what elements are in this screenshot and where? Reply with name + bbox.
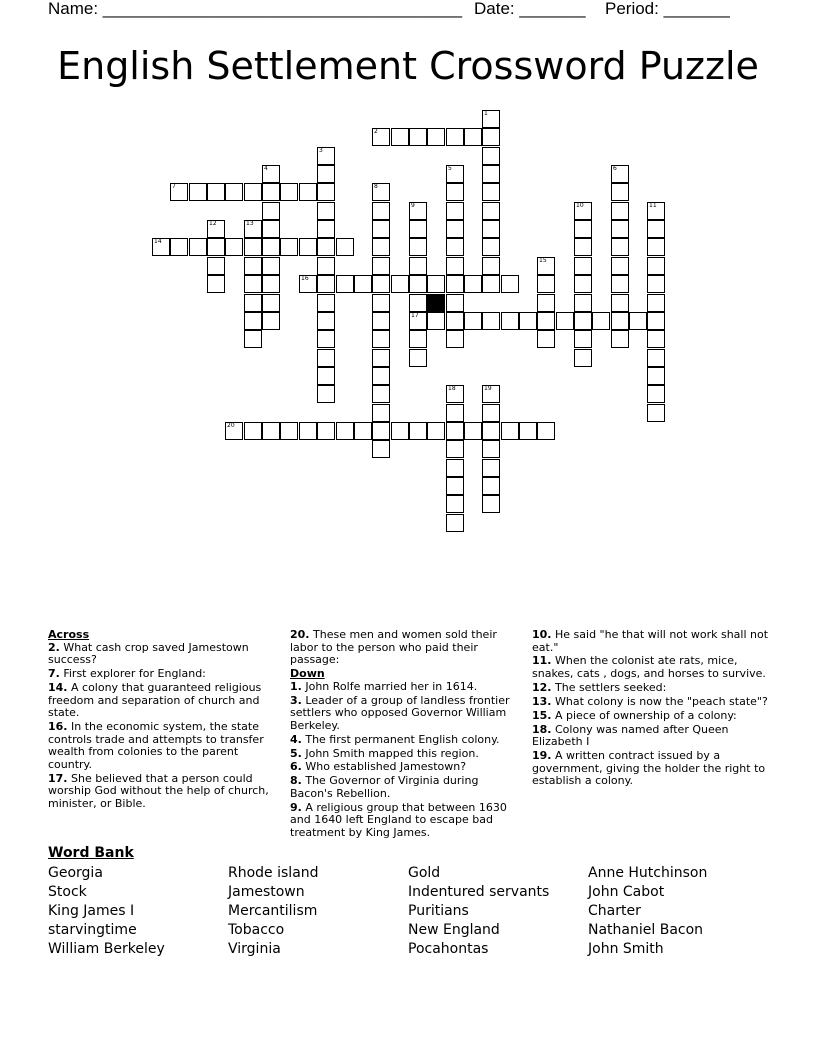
clue-number: 2 bbox=[374, 128, 378, 135]
grid-cell[interactable] bbox=[244, 275, 262, 293]
grid-cell[interactable] bbox=[372, 440, 390, 458]
grid-cell[interactable] bbox=[446, 330, 464, 348]
word-bank-item: John Smith bbox=[588, 941, 664, 957]
word-bank-item: Pocahontas bbox=[408, 941, 489, 957]
word-bank-item: Anne Hutchinson bbox=[588, 865, 708, 881]
grid-cell[interactable] bbox=[317, 220, 335, 238]
grid-cell[interactable] bbox=[372, 349, 390, 367]
clue-number: 4 bbox=[264, 165, 268, 172]
page-title: English Settlement Crossword Puzzle bbox=[57, 44, 759, 88]
clue-number: 8 bbox=[374, 183, 378, 190]
grid-cell[interactable] bbox=[207, 275, 225, 293]
grid-cell[interactable] bbox=[317, 422, 335, 440]
word-bank-item: King James I bbox=[48, 903, 135, 919]
grid-cell[interactable] bbox=[611, 238, 629, 256]
word-bank-item: Charter bbox=[588, 903, 641, 919]
grid-cell[interactable] bbox=[611, 294, 629, 312]
clue-down-15: 15. A piece of ownership of a colony: bbox=[532, 708, 737, 722]
grid-cell[interactable] bbox=[574, 330, 592, 348]
grid-cell[interactable] bbox=[446, 459, 464, 477]
grid-cell[interactable] bbox=[611, 220, 629, 238]
grid-cell[interactable] bbox=[537, 275, 555, 293]
grid-cell[interactable] bbox=[225, 238, 243, 256]
word-bank-item: Gold bbox=[408, 865, 441, 881]
grid-cell[interactable] bbox=[482, 477, 500, 495]
grid-cell[interactable] bbox=[537, 294, 555, 312]
grid-cell[interactable] bbox=[464, 128, 482, 146]
grid-cell[interactable] bbox=[317, 367, 335, 385]
grid-cell[interactable] bbox=[391, 275, 409, 293]
clue-number: 9 bbox=[411, 202, 415, 209]
grid-cell[interactable] bbox=[427, 422, 445, 440]
grid-cell[interactable] bbox=[372, 220, 390, 238]
clue-number: 18 bbox=[448, 385, 456, 392]
grid-cell[interactable] bbox=[611, 312, 629, 330]
grid-cell[interactable] bbox=[409, 128, 427, 146]
grid-cell[interactable] bbox=[482, 257, 500, 275]
clue-number: 6 bbox=[613, 165, 617, 172]
grid-cell[interactable] bbox=[574, 257, 592, 275]
clue-across-2: 2. What cash crop saved Jamestown success? bbox=[48, 640, 249, 667]
word-bank-item: Nathaniel Bacon bbox=[588, 922, 704, 938]
grid-cell[interactable] bbox=[317, 330, 335, 348]
grid-cell[interactable] bbox=[317, 275, 335, 293]
grid-cell[interactable] bbox=[647, 257, 665, 275]
word-bank-item: Mercantilism bbox=[228, 903, 318, 919]
word-bank-item: Georgia bbox=[48, 865, 103, 881]
grid-cell[interactable] bbox=[446, 238, 464, 256]
grid-cell[interactable] bbox=[189, 183, 207, 201]
grid-cell[interactable] bbox=[482, 459, 500, 477]
grid-cell[interactable] bbox=[262, 202, 280, 220]
grid-cell[interactable] bbox=[574, 220, 592, 238]
grid-cell[interactable] bbox=[409, 220, 427, 238]
clue-down-11: 11. When the colonist ate rats, mice, snakes, cats , dogs, and horses to survive. bbox=[532, 654, 766, 681]
grid-cell[interactable] bbox=[611, 330, 629, 348]
grid-cell[interactable] bbox=[647, 330, 665, 348]
clue-across-7: 7. First explorer for England: bbox=[48, 667, 206, 681]
grid-cell[interactable] bbox=[647, 202, 665, 220]
name-field[interactable]: Name: ______________________________________ bbox=[48, 0, 463, 18]
across-heading: Across bbox=[48, 628, 90, 641]
grid-cell[interactable] bbox=[501, 422, 519, 440]
grid-cell[interactable] bbox=[427, 312, 445, 330]
grid-cell[interactable] bbox=[372, 238, 390, 256]
grid-cell[interactable] bbox=[611, 202, 629, 220]
grid-cell[interactable] bbox=[482, 110, 500, 128]
grid-cell[interactable] bbox=[482, 128, 500, 146]
clue-down-9: 9. A religious group that between 1630 and 1640 left England to escape bad treatment by King James. bbox=[290, 800, 507, 839]
grid-cell[interactable] bbox=[317, 312, 335, 330]
word-bank-item: Jamestown bbox=[228, 884, 305, 900]
grid-cell[interactable] bbox=[482, 404, 500, 422]
word-bank-item: Indentured servants bbox=[408, 884, 550, 900]
grid-cell[interactable] bbox=[611, 183, 629, 201]
clue-across-14: 14. A colony that guaranteed religious freedom and separation of church and state. bbox=[48, 680, 262, 720]
grid-cell[interactable] bbox=[409, 349, 427, 367]
grid-cell[interactable] bbox=[537, 257, 555, 275]
grid-cell[interactable] bbox=[446, 257, 464, 275]
clue-down-10: 10. He said "he that will not work shall not eat." bbox=[532, 628, 769, 654]
grid-cell[interactable] bbox=[244, 294, 262, 312]
clue-number: 19 bbox=[484, 385, 492, 392]
grid-cell[interactable] bbox=[372, 422, 390, 440]
grid-cell[interactable] bbox=[317, 385, 335, 403]
grid-cell[interactable] bbox=[170, 238, 188, 256]
grid-cell[interactable] bbox=[446, 202, 464, 220]
grid-cell[interactable] bbox=[317, 294, 335, 312]
grid-cell[interactable] bbox=[574, 312, 592, 330]
grid-cell[interactable] bbox=[647, 385, 665, 403]
clue-number: 13 bbox=[246, 220, 254, 227]
grid-cell[interactable] bbox=[354, 275, 372, 293]
clue-down-13: 13. What colony is now the "peach state"? bbox=[532, 694, 768, 708]
grid-cell[interactable] bbox=[482, 238, 500, 256]
grid-cell[interactable] bbox=[409, 330, 427, 348]
grid-cell[interactable] bbox=[501, 312, 519, 330]
grid-cell[interactable] bbox=[482, 165, 500, 183]
clue-down-12: 12. The settlers seeked: bbox=[532, 680, 667, 694]
grid-cell[interactable] bbox=[446, 440, 464, 458]
clue-number: 16 bbox=[301, 275, 309, 282]
clue-down-6: 6. Who established Jamestown? bbox=[290, 760, 467, 774]
grid-cell[interactable] bbox=[262, 422, 280, 440]
grid-cell[interactable] bbox=[372, 275, 390, 293]
grid-cell[interactable] bbox=[409, 257, 427, 275]
grid-cell[interactable] bbox=[207, 220, 225, 238]
grid-cell[interactable] bbox=[537, 312, 555, 330]
grid-cell[interactable] bbox=[629, 312, 647, 330]
grid-cell[interactable] bbox=[262, 238, 280, 256]
grid-cell[interactable] bbox=[592, 312, 610, 330]
grid-cell[interactable] bbox=[372, 385, 390, 403]
shaded-cell bbox=[427, 294, 445, 312]
grid-cell[interactable] bbox=[574, 349, 592, 367]
clue-across-20: 20. These men and women sold their labor to the person who paid their passage: bbox=[290, 628, 497, 667]
grid-cell[interactable] bbox=[207, 183, 225, 201]
grid-cell[interactable] bbox=[574, 294, 592, 312]
grid-cell[interactable] bbox=[170, 183, 188, 201]
period-field[interactable]: Period: _______ bbox=[605, 0, 730, 18]
clue-number: 20 bbox=[227, 422, 235, 429]
grid-cell[interactable] bbox=[446, 514, 464, 532]
grid-cell[interactable] bbox=[317, 257, 335, 275]
grid-cell[interactable] bbox=[207, 257, 225, 275]
grid-cell[interactable] bbox=[446, 385, 464, 403]
grid-cell[interactable] bbox=[354, 422, 372, 440]
grid-cell[interactable] bbox=[317, 202, 335, 220]
word-bank-item: John Cabot bbox=[588, 884, 665, 900]
grid-cell[interactable] bbox=[225, 422, 243, 440]
word-bank-item: William Berkeley bbox=[48, 941, 165, 957]
clue-number: 3 bbox=[319, 147, 323, 154]
grid-cell[interactable] bbox=[611, 165, 629, 183]
grid-cell[interactable] bbox=[446, 422, 464, 440]
grid-cell[interactable] bbox=[537, 330, 555, 348]
grid-cell[interactable] bbox=[299, 275, 317, 293]
clue-down-3: 3. Leader of a group of landless frontier settlers who opposed Governor William Berkeley. bbox=[290, 693, 510, 732]
word-bank-item: Puritians bbox=[408, 903, 469, 919]
word-bank-item: Virginia bbox=[228, 941, 281, 957]
word-bank-item: starvingtime bbox=[48, 922, 137, 938]
date-field[interactable]: Date: _______ bbox=[474, 0, 586, 18]
clue-down-4: 4. The first permanent English colony. bbox=[290, 732, 500, 746]
grid-cell[interactable] bbox=[446, 128, 464, 146]
clue-number: 1 bbox=[484, 110, 488, 117]
clues-column-2 bbox=[290, 629, 518, 841]
grid-cell[interactable] bbox=[317, 349, 335, 367]
grid-cell[interactable] bbox=[446, 312, 464, 330]
grid-cell[interactable] bbox=[446, 477, 464, 495]
grid-cell[interactable] bbox=[372, 202, 390, 220]
grid-cell[interactable] bbox=[372, 404, 390, 422]
grid-cell[interactable] bbox=[482, 202, 500, 220]
grid-cell[interactable] bbox=[152, 238, 170, 256]
grid-cell[interactable] bbox=[446, 294, 464, 312]
grid-cell[interactable] bbox=[336, 422, 354, 440]
grid-cell[interactable] bbox=[372, 183, 390, 201]
grid-cell[interactable] bbox=[391, 422, 409, 440]
grid-cell[interactable] bbox=[464, 275, 482, 293]
clue-number: 11 bbox=[649, 202, 657, 209]
grid-cell[interactable] bbox=[611, 275, 629, 293]
grid-cell[interactable] bbox=[280, 183, 298, 201]
word-bank-item: Tobacco bbox=[228, 922, 285, 938]
grid-cell[interactable] bbox=[299, 422, 317, 440]
grid-cell[interactable] bbox=[262, 183, 280, 201]
grid-cell[interactable] bbox=[427, 275, 445, 293]
grid-cell[interactable] bbox=[446, 495, 464, 513]
clue-number: 10 bbox=[576, 202, 584, 209]
grid-cell[interactable] bbox=[647, 220, 665, 238]
grid-cell[interactable] bbox=[262, 312, 280, 330]
grid-cell[interactable] bbox=[446, 275, 464, 293]
grid-cell[interactable] bbox=[262, 165, 280, 183]
grid-cell[interactable] bbox=[280, 422, 298, 440]
grid-cell[interactable] bbox=[262, 275, 280, 293]
grid-cell[interactable] bbox=[409, 422, 427, 440]
clue-number: 5 bbox=[448, 165, 452, 172]
grid-cell[interactable] bbox=[372, 330, 390, 348]
word-bank-item: Stock bbox=[48, 884, 87, 900]
grid-cell[interactable] bbox=[244, 183, 262, 201]
grid-cell[interactable] bbox=[317, 183, 335, 201]
grid-cell[interactable] bbox=[317, 165, 335, 183]
clue-across-16: 16. In the economic system, the state controls trade and attempts to transfer wealth from colonies to the parent country. bbox=[48, 720, 264, 771]
grid-cell[interactable] bbox=[482, 275, 500, 293]
grid-cell[interactable] bbox=[391, 128, 409, 146]
grid-cell[interactable] bbox=[409, 312, 427, 330]
grid-cell[interactable] bbox=[427, 128, 445, 146]
grid-cell[interactable] bbox=[317, 147, 335, 165]
grid-cell[interactable] bbox=[647, 367, 665, 385]
grid-cell[interactable] bbox=[482, 147, 500, 165]
grid-cell[interactable] bbox=[244, 220, 262, 238]
grid-cell[interactable] bbox=[372, 312, 390, 330]
grid-cell[interactable] bbox=[372, 257, 390, 275]
grid-cell[interactable] bbox=[280, 238, 298, 256]
grid-cell[interactable] bbox=[611, 257, 629, 275]
grid-cell[interactable] bbox=[482, 220, 500, 238]
grid-cell[interactable] bbox=[446, 183, 464, 201]
grid-cell[interactable] bbox=[537, 422, 555, 440]
grid-cell[interactable] bbox=[482, 385, 500, 403]
grid-cell[interactable] bbox=[647, 312, 665, 330]
grid-cell[interactable] bbox=[519, 312, 537, 330]
grid-cell[interactable] bbox=[336, 238, 354, 256]
grid-cell[interactable] bbox=[262, 294, 280, 312]
grid-cell[interactable] bbox=[647, 238, 665, 256]
grid-cell[interactable] bbox=[299, 183, 317, 201]
grid-cell[interactable] bbox=[225, 183, 243, 201]
grid-cell[interactable] bbox=[647, 294, 665, 312]
grid-cell[interactable] bbox=[299, 238, 317, 256]
grid-cell[interactable] bbox=[189, 238, 207, 256]
grid-cell[interactable] bbox=[647, 349, 665, 367]
grid-cell[interactable] bbox=[244, 330, 262, 348]
grid-cell[interactable] bbox=[409, 238, 427, 256]
grid-cell[interactable] bbox=[464, 422, 482, 440]
grid-cell[interactable] bbox=[207, 238, 225, 256]
clue-number: 15 bbox=[539, 257, 547, 264]
clue-down-8: 8. The Governor of Virginia during Bacon's Rebellion. bbox=[290, 774, 479, 800]
grid-cell[interactable] bbox=[647, 404, 665, 422]
grid-cell[interactable] bbox=[446, 220, 464, 238]
word-bank-item: Rhode island bbox=[228, 865, 319, 881]
grid-cell[interactable] bbox=[244, 312, 262, 330]
grid-cell[interactable] bbox=[482, 312, 500, 330]
grid-cell[interactable] bbox=[262, 220, 280, 238]
clue-number: 12 bbox=[209, 220, 217, 227]
grid-cell[interactable] bbox=[446, 404, 464, 422]
clue-down-5: 5. John Smith mapped this region. bbox=[290, 746, 479, 760]
grid-cell[interactable] bbox=[482, 440, 500, 458]
grid-cell[interactable] bbox=[482, 495, 500, 513]
grid-cell[interactable] bbox=[574, 275, 592, 293]
clue-number: 14 bbox=[154, 238, 162, 245]
clue-down-1: 1. John Rolfe married her in 1614. bbox=[290, 679, 478, 693]
grid-cell[interactable] bbox=[372, 294, 390, 312]
grid-cell[interactable] bbox=[482, 183, 500, 201]
grid-cell[interactable] bbox=[482, 422, 500, 440]
grid-cell[interactable] bbox=[244, 257, 262, 275]
grid-cell[interactable] bbox=[244, 238, 262, 256]
grid-cell[interactable] bbox=[446, 165, 464, 183]
grid-cell[interactable] bbox=[647, 275, 665, 293]
clue-number: 7 bbox=[172, 183, 176, 190]
clue-down-19: 19. A written contract issued by a government, giving the holder the right to establish a colony. bbox=[532, 749, 766, 788]
grid-cell[interactable] bbox=[574, 238, 592, 256]
clue-across-17: 17. She believed that a person could worship God without the help of church, minister, or Bible. bbox=[48, 771, 269, 810]
grid-cell[interactable] bbox=[464, 312, 482, 330]
word-bank-item: New England bbox=[408, 922, 500, 938]
clues-column-1 bbox=[48, 629, 276, 812]
grid-cell[interactable] bbox=[262, 257, 280, 275]
grid-cell[interactable] bbox=[501, 275, 519, 293]
grid-cell[interactable] bbox=[317, 238, 335, 256]
clues-column-3 bbox=[532, 629, 772, 789]
word-bank-title: Word Bank bbox=[48, 845, 134, 861]
grid-cell[interactable] bbox=[336, 275, 354, 293]
grid-cell[interactable] bbox=[372, 367, 390, 385]
grid-cell[interactable] bbox=[409, 294, 427, 312]
clue-number: 17 bbox=[411, 312, 419, 319]
clue-down-18: 18. Colony was named after Queen Elizabeth I bbox=[532, 722, 729, 749]
grid-cell[interactable] bbox=[556, 312, 574, 330]
grid-cell[interactable] bbox=[372, 128, 390, 146]
grid-cell[interactable] bbox=[409, 275, 427, 293]
down-heading: Down bbox=[290, 667, 325, 681]
grid-cell[interactable] bbox=[409, 202, 427, 220]
grid-cell[interactable] bbox=[574, 202, 592, 220]
grid-cell[interactable] bbox=[519, 422, 537, 440]
grid-cell[interactable] bbox=[244, 422, 262, 440]
